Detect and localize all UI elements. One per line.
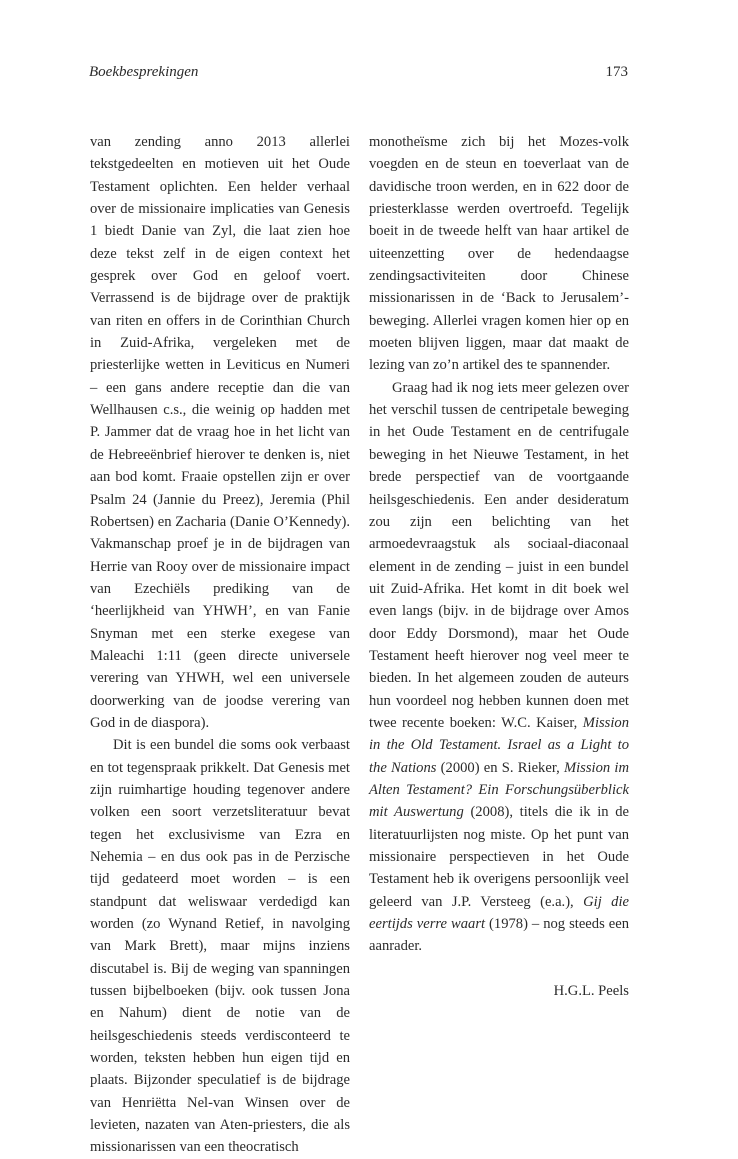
page-number: 173: [605, 64, 628, 80]
left-column: [90, 131, 350, 1159]
text-run: (2008), titels die ik in de literatuurlijsten nog miste. Op het punt van missionaire perspectieven in het Oude Testament heb ik overigens persoonlijk veel geleerd van J.P. Versteeg (e.a.),: [369, 804, 629, 910]
text-run: (2000) en S. Rieker,: [436, 759, 564, 776]
running-title: Boekbesprekingen: [89, 64, 199, 80]
right-column: [369, 131, 629, 1002]
book-title: Gij die eertijds verre waart: [369, 893, 629, 933]
paragraph: van zending anno 2013 allerlei tekstgedeelten en motieven uit het Oude Testament oplichten. Een helder verhaal over de missionaire implicaties van Genesis 1 biedt Danie van Zyl, die laat zien hoe deze tekst zelf in de eigen context het gesprek over God en geloof voert. Verrassend is de bijdrage over de praktijk van riten en offers in de Corinthian Church in Zuid-Afrika, vergeleken met de priesterlijke wetten in Leviticus en Numeri – een gans andere receptie dan die van Wellhausen c.s., die weinig op hadden met P. Jammer dat de vraag hoe in het licht van de Hebreeënbrief hierover te denken is, niet aan bod komt. Fraaie opstellen zijn er over Psalm 24 (Jannie du Preez), Jeremia (Phil Robertsen) en Zacharia (Danie O’Kennedy). Vakmanschap proef je in de bijdragen van Herrie van Rooy over de missionaire impact van Ezechiëls prediking van de ‘heerlijkheid van YHWH’, en van Fanie Snyman met een sterke exegese van Maleachi 1:11 (geen directe universele verering van YHWH, wel een universele doorwerking van de joodse verering van God in de diaspora).: [90, 134, 350, 731]
paragraph: monotheïsme zich bij het Mozes-volk voegden en de steun en toeverlaat van de davidische troon werden, en in 622 door de priesterklasse werden overtroefd. Tegelijk boeit in de tweede helft van haar artikel de uiteenzetting over de hedendaagse zendingsactiviteiten door Chinese missionarissen in de ‘Back to Jerusalem’-beweging. Allerlei vragen komen hier op en moeten blijven liggen, maar dat maakt de lezing van zo’n artikel des te spannender.: [369, 134, 629, 374]
book-title: Mission in the Old Testament. Israel as a Light to the Nations: [369, 714, 629, 776]
text-run: Graag had ik nog iets meer gelezen over het verschil tussen de centripetale beweging in het Oude Testament en de centrifugale beweging in het Nieuwe Testament, in het brede perspectief van de voortgaande heilsgeschiedenis. Een ander desideratum zou zijn een belichting van het armoedevraagstuk als sociaal-diaconaal element in de zending – juist in een bundel uit Zuid-Afrika. Het komt in dit boek wel even langs (bijv. in de bijdrage over Amos door Eddy Dorsmond), maar het Oude Testament heeft hierover nog veel meer te bieden. In het algemeen zouden de auteurs hun voordeel nog hebben kunnen doen met twee recente boeken: W.C. Kaiser,: [369, 379, 629, 731]
reviewer-signature: H.G.L. Peels: [553, 982, 629, 999]
paragraph: [369, 377, 629, 958]
text-run: (1978) – nog steeds een aanrader.: [369, 916, 629, 955]
paragraph: Dit is een bundel die soms ook verbaast en tot tegenspraak prikkelt. Dat Genesis met zijn ruimhartige houding tegenover andere volken een soort verzetsliteratuur bevat tegen het exclusivisme van Ezra en Nehemia – en dus ook pas in de Perzische tijd gedateerd moet worden – is een standpunt dat weliswaar verdedigd kan worden (zo Wynand Retief, in navolging van Mark Brett), maar mijns inziens discutabel is. Bij de weging van spanningen tussen bijbelboeken (bijv. ook tussen Jona en Nahum) dient de notie van de heilsgeschiedenis steeds verdisconteerd te worden, teksten hebben hun eigen tijd en plaats. Bijzonder speculatief is de bijdrage van Henriëtta Nel-van Winsen over de levieten, nazaten van Aten-priesters, die als missionarissen van een theocratisch: [90, 737, 350, 1156]
book-title: Mission im Alten Testament? Ein Forschungsüberblick mit Auswertung: [369, 759, 629, 821]
